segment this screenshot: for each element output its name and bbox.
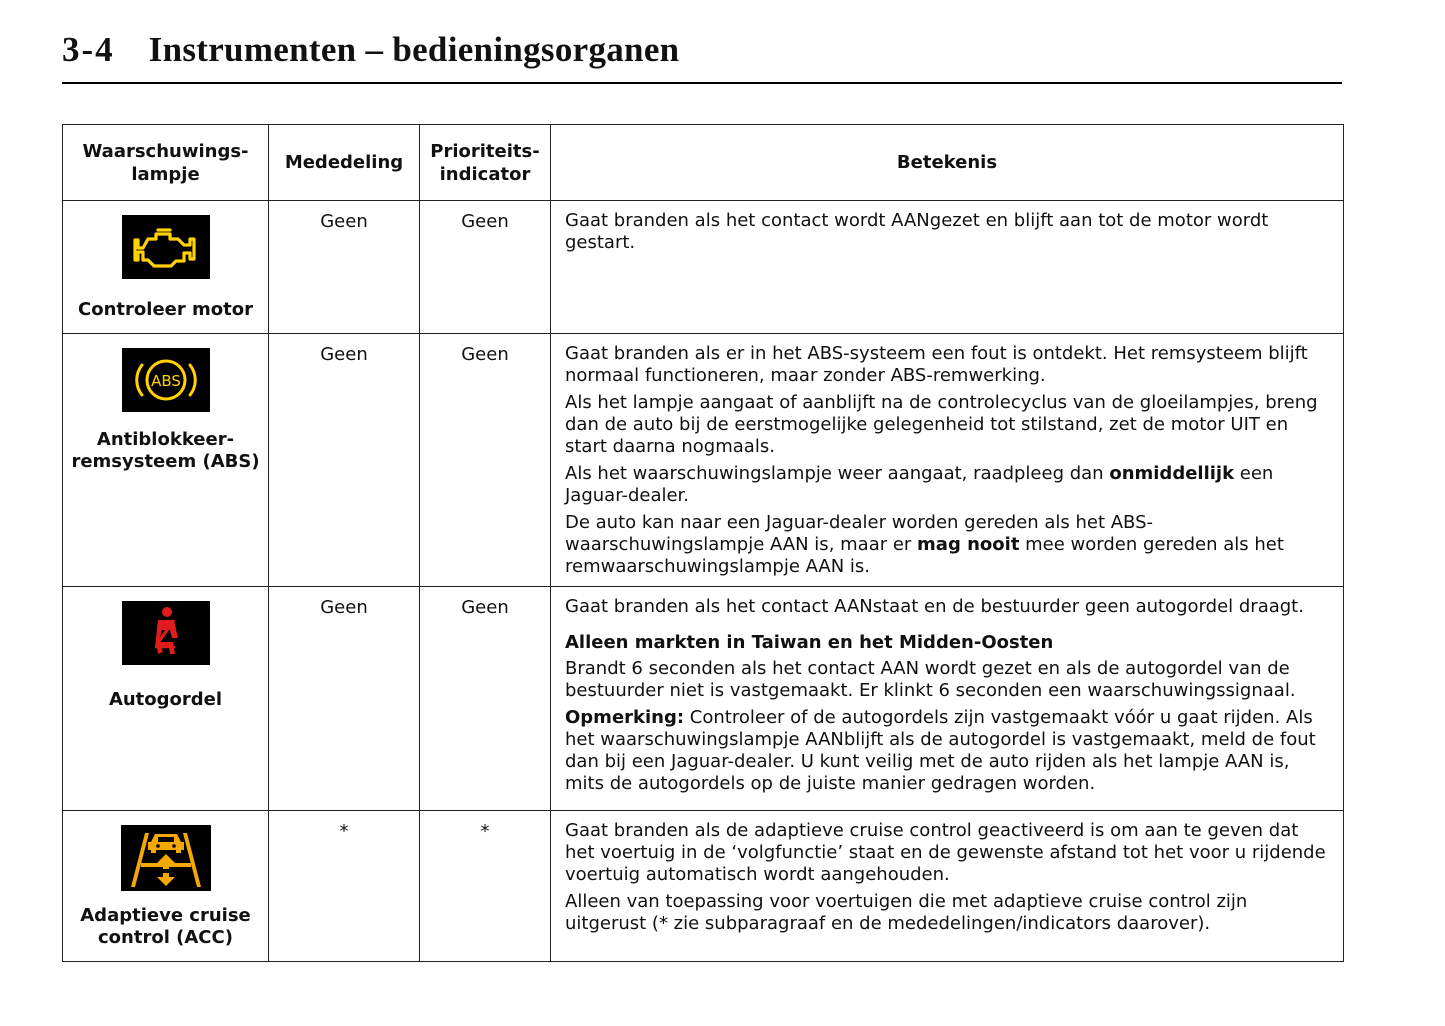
table-row bbox=[63, 587, 1344, 811]
lamp-name: Autogordel bbox=[108, 689, 223, 710]
section-number: 3-4 bbox=[62, 30, 115, 69]
lamp-name: Adaptieve cruise control (ACC) bbox=[80, 905, 251, 948]
meaning-cell bbox=[551, 334, 1344, 587]
table-row bbox=[63, 811, 1344, 962]
table-header-row bbox=[63, 125, 1344, 201]
table-row bbox=[63, 334, 1344, 587]
page-title bbox=[62, 30, 1342, 84]
lamp-cell bbox=[63, 201, 269, 334]
meaning-text: Alleen van toepassing voor voertuigen die met adaptieve cruise control zijn uitgerust (* zie subparagraaf en de mededelingen/indicators daarover). bbox=[565, 891, 1248, 934]
meaning-text: Opmerking: Controleer of de autogordels zijn vastgemaakt vóór u gaat rijden. Als het waarschuwingslampje AANblijft als de autogordel is vastgemaakt, meld de fout dan bij een Jaguar-dealer. U kunt veilig met de auto rijden als het lampje AAN is, mits de autogordels op de juiste manier gedragen worden. bbox=[565, 707, 1316, 794]
notice-cell: Geen bbox=[269, 201, 420, 334]
abs-icon bbox=[122, 348, 210, 412]
priority-cell: Geen bbox=[420, 334, 551, 587]
col-header-lamp: Waarschuwings- lampje bbox=[63, 125, 269, 201]
col-header-priority: Prioriteits- indicator bbox=[420, 125, 551, 201]
lamp-name: Controleer motor bbox=[78, 299, 253, 320]
lamp-cell bbox=[63, 587, 269, 811]
table-row bbox=[63, 201, 1344, 334]
priority-cell: Geen bbox=[420, 201, 551, 334]
meaning-cell bbox=[551, 811, 1344, 962]
meaning-cell bbox=[551, 201, 1344, 334]
engine-check-icon bbox=[122, 215, 210, 279]
col-header-meaning: Betekenis bbox=[551, 125, 1344, 201]
adaptive-cruise-icon bbox=[121, 825, 211, 891]
meaning-subheading: Alleen markten in Taiwan en het Midden-Oosten bbox=[565, 632, 1054, 653]
notice-cell: * bbox=[269, 811, 420, 962]
meaning-text: Gaat branden als het contact AANstaat en de bestuurder geen autogordel draagt. bbox=[565, 596, 1304, 617]
lamp-cell bbox=[63, 811, 269, 962]
warning-lamps-table bbox=[62, 124, 1344, 962]
notice-cell: Geen bbox=[269, 334, 420, 587]
meaning-text: Gaat branden als de adaptieve cruise control geactiveerd is om aan te geven dat het voertuig in de ‘volgfunctie’ staat en de gewenste afstand tot het voor u rijdende voertuig automatisch wordt aangehouden. bbox=[565, 820, 1326, 885]
meaning-text: Als het lampje aangaat of aanblijft na de controlecyclus van de gloeilampjes, breng dan de auto bij de eerstmogelijke gelegenheid tot stilstand, zet de motor UIT en start daarna nogmaals. bbox=[565, 392, 1318, 457]
priority-cell: * bbox=[420, 811, 551, 962]
meaning-text: Gaat branden als het contact wordt AANgezet en blijft aan tot de motor wordt gestart. bbox=[565, 210, 1269, 253]
notice-cell: Geen bbox=[269, 587, 420, 811]
meaning-text: Brandt 6 seconden als het contact AAN wordt gezet en als de autogordel van de bestuurder niet is vastgemaakt. Er klinkt 6 seconden een waarschuwingssignaal. bbox=[565, 658, 1296, 701]
lamp-name: Antiblokkeer- remsysteem (ABS) bbox=[71, 429, 260, 472]
section-title: Instrumenten – bedieningsorganen bbox=[148, 30, 680, 69]
meaning-text: De auto kan naar een Jaguar-dealer worden gereden als het ABS-waarschuwingslampje AAN is, maar er mag nooit mee worden gereden als het remwaarschuwingslampje AAN is. bbox=[565, 512, 1284, 577]
abs-icon-label: ABS bbox=[150, 372, 181, 390]
lamp-cell bbox=[63, 334, 269, 587]
col-header-notice: Mededeling bbox=[269, 125, 420, 201]
page-header bbox=[62, 30, 1342, 84]
seatbelt-icon bbox=[122, 601, 210, 665]
priority-cell: Geen bbox=[420, 587, 551, 811]
meaning-text: Als het waarschuwingslampje weer aangaat, raadpleeg dan onmiddellijk een Jaguar-dealer. bbox=[565, 463, 1274, 506]
meaning-text: Gaat branden als er in het ABS-systeem een fout is ontdekt. Het remsysteem blijft normaal functioneren, maar zonder ABS-remwerking. bbox=[565, 343, 1308, 386]
meaning-cell bbox=[551, 587, 1344, 811]
